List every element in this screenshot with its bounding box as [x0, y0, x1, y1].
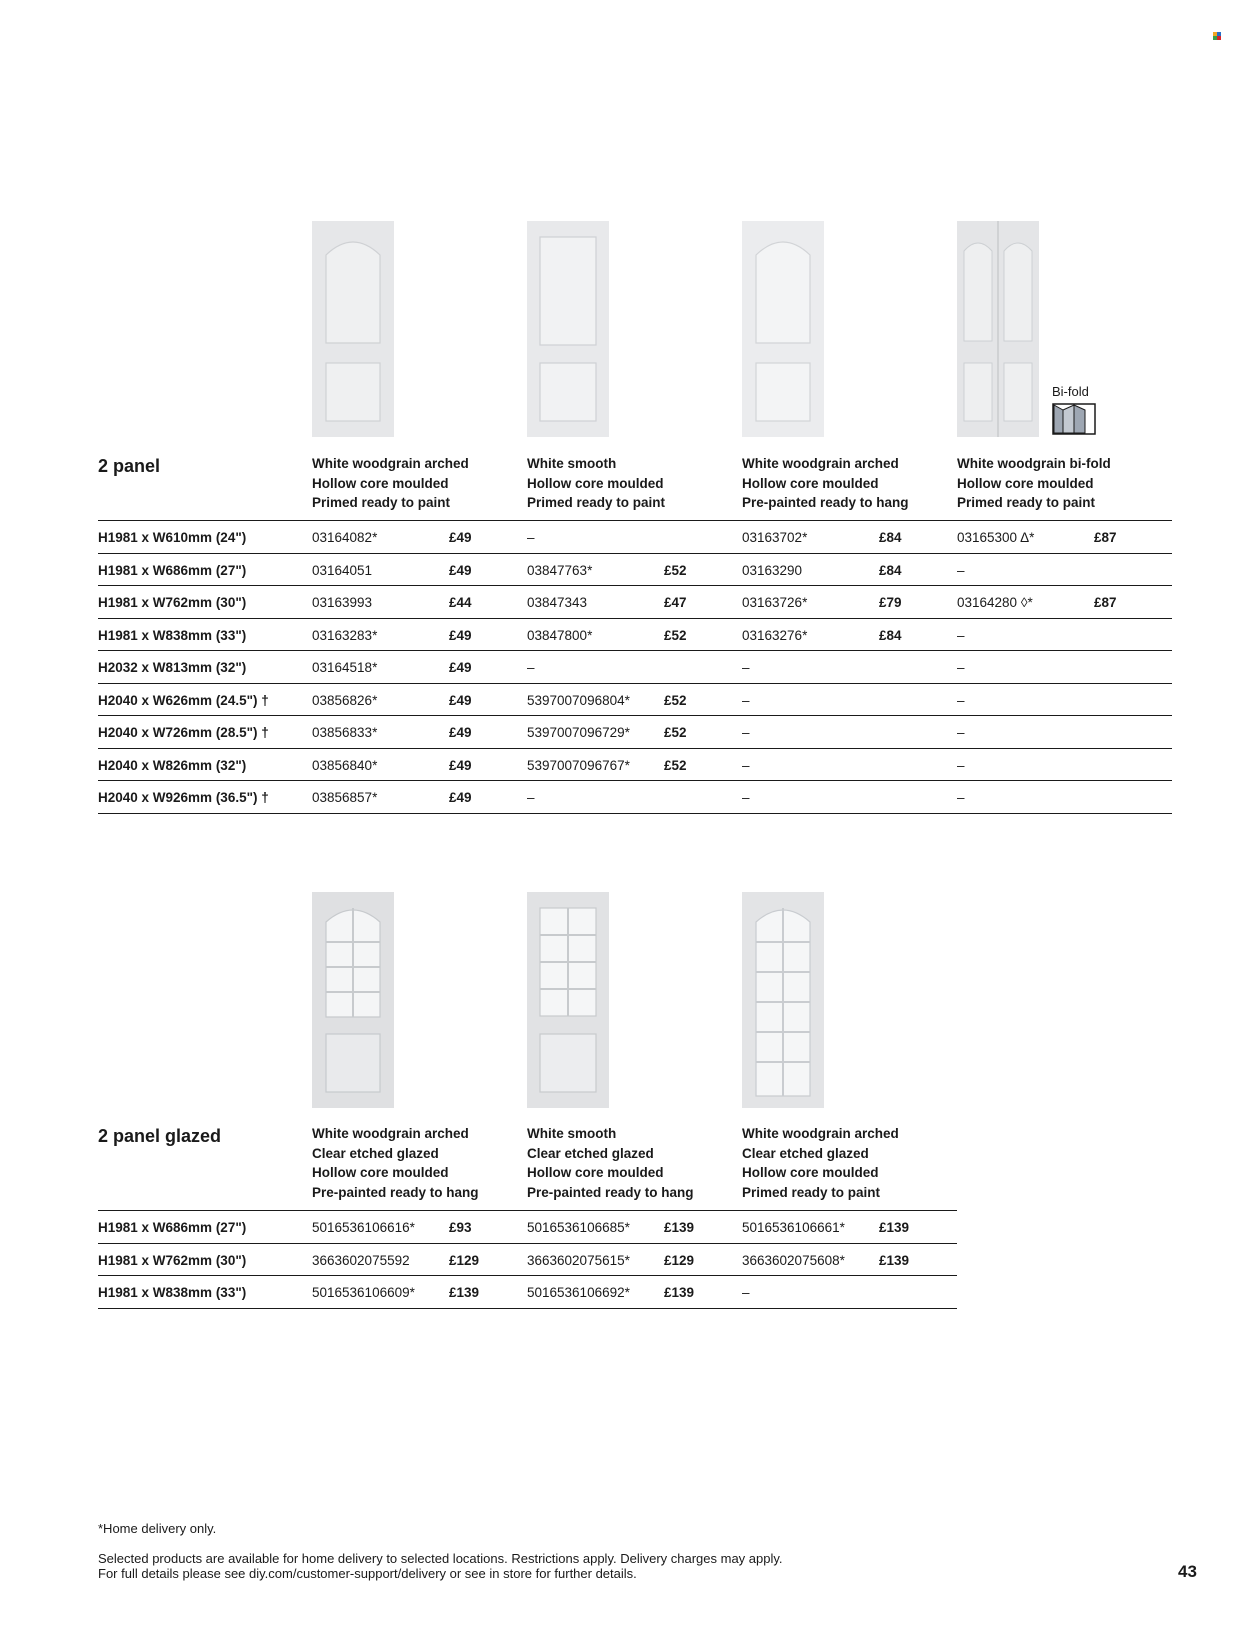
product-description: White woodgrain arched Hollow core moulded Pre-painted ready to hang	[742, 456, 909, 510]
table-row	[98, 684, 1172, 717]
code-cell: 5016536106685*	[527, 1220, 630, 1235]
section-title-2-panel-glazed: 2 panel glazed	[98, 1126, 222, 1146]
size-cell: H2040 x W926mm (36.5") †	[98, 790, 269, 805]
price-cell: £47	[664, 595, 687, 610]
code-cell: 3663602075608*	[742, 1252, 845, 1268]
code-cell: 03163993	[312, 595, 373, 610]
door-image-bifold	[957, 221, 1039, 437]
code-cell: –	[742, 1285, 750, 1300]
size-cell: H1981 x W838mm (33")	[98, 1285, 247, 1300]
code-cell: 03164082*	[312, 530, 378, 545]
code-cell: 3663602075615*	[527, 1252, 630, 1268]
code-cell: 03164280 ◊*	[957, 595, 1033, 610]
table-row	[98, 1244, 957, 1277]
delivery-info-line: Selected products are available for home delivery to selected locations. Restrictions apply. Delivery charges may apply.	[98, 1551, 783, 1566]
bifold-label: Bi-fold	[1052, 384, 1089, 399]
code-cell: 03856826*	[312, 692, 378, 708]
price-cell: £49	[449, 627, 472, 643]
size-cell: H1981 x W610mm (24")	[98, 530, 247, 545]
page-number: 43	[1178, 1562, 1197, 1581]
price-cell: £52	[664, 627, 687, 643]
price-cell: £49	[449, 790, 472, 805]
code-cell: 03163283*	[312, 627, 378, 643]
code-cell: 03856833*	[312, 725, 378, 740]
code-cell: –	[742, 790, 750, 805]
price-cell: £49	[449, 530, 472, 545]
price-cell: £129	[664, 1252, 695, 1268]
price-cell: £52	[664, 757, 687, 773]
code-cell: –	[527, 530, 535, 545]
table-row	[98, 554, 1172, 587]
price-cell: £49	[449, 692, 472, 708]
code-cell: 03847343	[527, 595, 588, 610]
home-delivery-note: *Home delivery only.	[98, 1521, 217, 1536]
code-cell: 03163276*	[742, 627, 808, 643]
door-image-glazed-full	[742, 892, 824, 1108]
code-cell: 03847800*	[527, 627, 593, 643]
price-cell: £52	[664, 562, 687, 578]
code-cell: –	[957, 562, 965, 578]
table-row	[98, 651, 1172, 684]
code-cell: –	[957, 790, 965, 805]
size-cell: H2040 x W726mm (28.5") †	[98, 725, 269, 740]
code-cell: 5397007096767*	[527, 757, 630, 773]
code-cell: 03164518*	[312, 660, 378, 675]
price-cell: £84	[879, 562, 902, 578]
price-cell: £139	[664, 1285, 695, 1300]
delivery-info-line: For full details please see diy.com/customer-support/delivery or see in store for further details.	[98, 1566, 637, 1581]
door-image-smooth	[527, 221, 609, 437]
table-row	[98, 586, 1172, 619]
code-cell: –	[742, 692, 750, 708]
size-cell: H2040 x W826mm (32")	[98, 757, 247, 773]
price-cell: £87	[1094, 530, 1117, 545]
price-cell: £84	[879, 530, 902, 545]
code-cell: 5397007096729*	[527, 725, 630, 740]
code-cell: 5016536106609*	[312, 1285, 415, 1300]
code-cell: –	[742, 757, 750, 773]
size-cell: H1981 x W762mm (30")	[98, 595, 247, 610]
table-row	[98, 716, 1172, 749]
price-cell: £52	[664, 692, 687, 708]
table-row	[98, 619, 1172, 652]
size-cell: H1981 x W686mm (27")	[98, 562, 247, 578]
door-image-woodgrain-arched	[312, 221, 394, 437]
code-cell: 03164051	[312, 562, 373, 578]
price-cell: £139	[449, 1285, 480, 1300]
table-row	[98, 749, 1172, 782]
code-cell: –	[527, 790, 535, 805]
code-cell: 03856857*	[312, 790, 378, 805]
product-description: White smooth Hollow core moulded Primed ready to paint	[527, 456, 666, 510]
price-cell: £49	[449, 562, 472, 578]
table-row	[98, 1276, 957, 1309]
code-cell: –	[527, 660, 535, 675]
code-cell: 03856840*	[312, 757, 378, 773]
price-cell: £139	[879, 1220, 910, 1235]
code-cell: 5397007096804*	[527, 692, 630, 708]
price-cell: £93	[449, 1220, 472, 1235]
door-image-glazed-woodgrain-arched	[312, 892, 394, 1108]
brand-logo	[1213, 32, 1221, 40]
product-table-2-panel	[98, 520, 1172, 814]
price-cell: £79	[879, 595, 902, 610]
table-row	[98, 521, 1172, 554]
code-cell: –	[957, 692, 965, 708]
code-cell: 03847763*	[527, 562, 593, 578]
code-cell: 5016536106616*	[312, 1220, 415, 1235]
price-cell: £139	[664, 1220, 695, 1235]
size-cell: H1981 x W838mm (33")	[98, 627, 247, 643]
code-cell: –	[742, 725, 750, 740]
code-cell: 03165300 Δ*	[957, 530, 1035, 545]
size-cell: H1981 x W762mm (30")	[98, 1252, 247, 1268]
price-cell: £87	[1094, 595, 1117, 610]
door-image-woodgrain-arched-prepainted	[742, 221, 824, 437]
price-cell: £44	[449, 595, 472, 610]
code-cell: 03163702*	[742, 530, 808, 545]
price-cell: £139	[879, 1252, 910, 1268]
code-cell: –	[957, 660, 965, 675]
size-cell: H1981 x W686mm (27")	[98, 1220, 247, 1235]
code-cell: 5016536106661*	[742, 1220, 845, 1235]
code-cell: 03163290	[742, 562, 803, 578]
price-cell: £129	[449, 1252, 480, 1268]
door-image-glazed-smooth	[527, 892, 609, 1108]
price-cell: £49	[449, 660, 472, 675]
table-row	[98, 781, 1172, 814]
table-row	[98, 1211, 957, 1244]
code-cell: 03163726*	[742, 595, 808, 610]
section-title-2-panel: 2 panel	[98, 456, 161, 476]
product-description: White woodgrain arched Hollow core moulded Primed ready to paint	[312, 456, 469, 510]
price-cell: £84	[879, 627, 902, 643]
price-cell: £49	[449, 757, 472, 773]
product-description: White woodgrain arched Clear etched glazed Hollow core moulded Pre-painted ready to hang	[312, 1126, 479, 1200]
code-cell: –	[957, 725, 965, 740]
code-cell: –	[957, 757, 965, 773]
code-cell: 5016536106692*	[527, 1285, 630, 1300]
product-description: White woodgrain bi-fold Hollow core moulded Primed ready to paint	[957, 456, 1111, 510]
price-cell: £49	[449, 725, 472, 740]
size-cell: H2040 x W626mm (24.5") †	[98, 692, 269, 708]
code-cell: –	[957, 627, 965, 643]
price-cell: £52	[664, 725, 687, 740]
code-cell: 3663602075592	[312, 1252, 410, 1268]
bifold-icon	[1052, 402, 1096, 436]
size-cell: H2032 x W813mm (32")	[98, 660, 247, 675]
product-description: White woodgrain arched Clear etched glazed Hollow core moulded Primed ready to paint	[742, 1126, 899, 1200]
product-description: White smooth Clear etched glazed Hollow core moulded Pre-painted ready to hang	[527, 1126, 694, 1200]
product-table-2-panel-glazed	[98, 1210, 957, 1309]
delivery-info	[98, 1551, 783, 1581]
code-cell: –	[742, 660, 750, 675]
